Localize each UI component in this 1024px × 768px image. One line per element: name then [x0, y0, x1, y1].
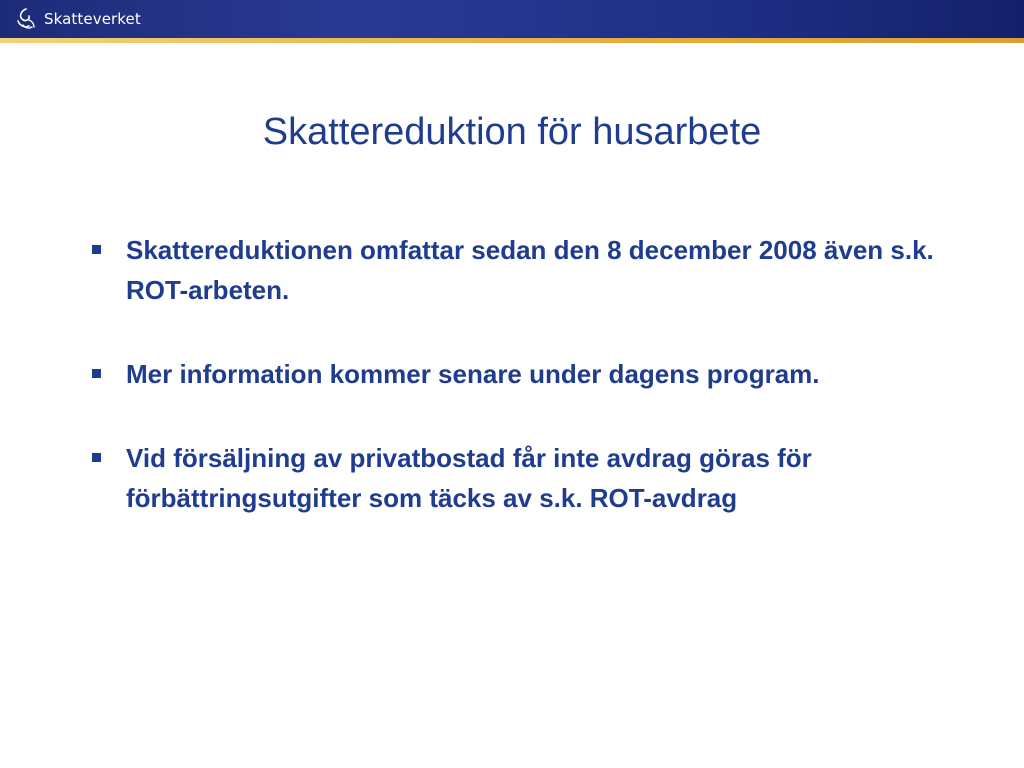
bullet-text: Vid försäljning av privatbostad får inte avdrag göras för förbättringsutgifter som täcks av s.k. ROT-avdrag — [126, 443, 812, 513]
logo — [14, 6, 141, 32]
bullet-text: Mer information kommer senare under dagens program. — [126, 359, 820, 389]
skatteverket-spiral-icon — [14, 7, 38, 31]
slide-title: Skattereduktion för husarbete — [262, 111, 762, 153]
square-bullet-icon — [92, 245, 101, 254]
bullet-item — [88, 438, 938, 518]
header-band — [0, 0, 1024, 38]
square-bullet-icon — [92, 453, 101, 462]
bullet-text: Skattereduktionen omfattar sedan den 8 december 2008 även s.k. ROT-arbeten. — [126, 235, 934, 305]
bullet-item — [88, 354, 938, 394]
square-bullet-icon — [92, 369, 101, 378]
header-gold-stripe — [0, 38, 1024, 43]
bullet-item — [88, 230, 938, 310]
logo-text: Skatteverket — [44, 10, 141, 28]
bullet-list — [88, 230, 938, 562]
